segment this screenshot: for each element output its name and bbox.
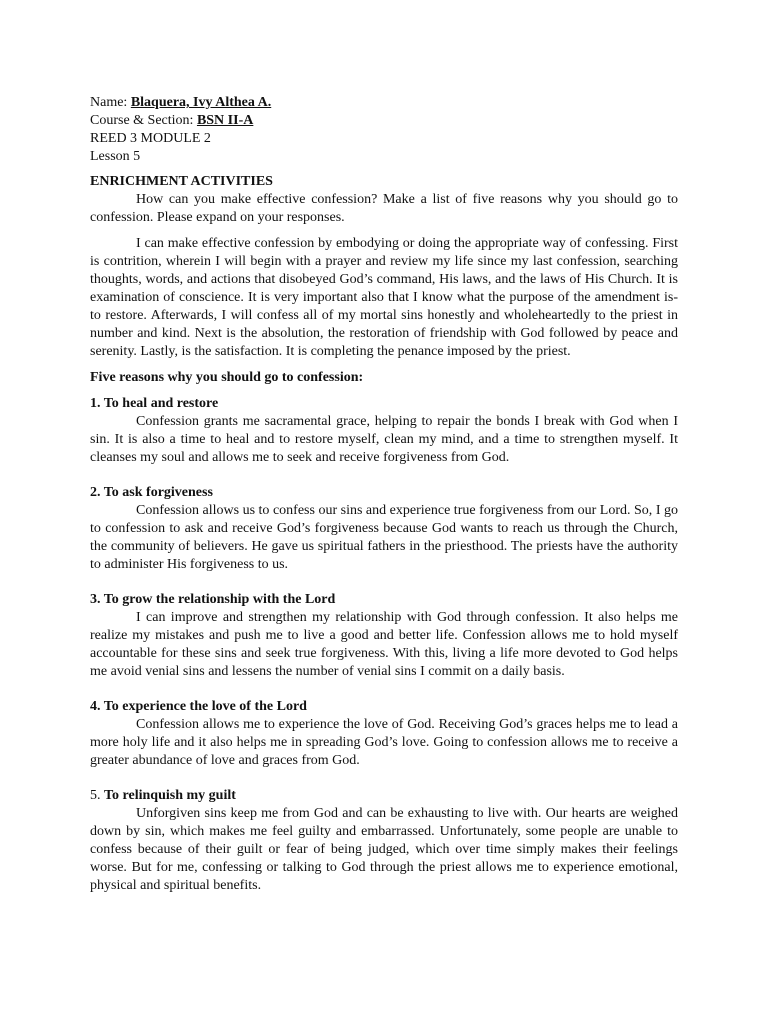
section-value: BSN II-A	[196, 113, 254, 128]
section-line	[90, 112, 678, 130]
reason-1-body: Confession grants me sacramental grace, helping to repair the bonds I break with God when I sin. It is also a time to heal and to restore myself, clean my mind, and a time to strengthen myself. It cleanses my soul and allows me to seek and receive forgiveness from God.	[90, 414, 678, 465]
name-value: Blaquera, Ivy Althea A.	[130, 95, 272, 110]
name-label: Name:	[90, 95, 131, 110]
reason-5-heading: To relinquish my guilt	[104, 788, 236, 803]
reason-4-body: Confession allows me to experience the love of God. Receiving God’s graces helps me to lead a more holy life and it also helps me in spreading God’s love. Going to confession allows me to receive a greater abundance of love and graces from God.	[90, 717, 678, 768]
module-line: REED 3 MODULE 2	[90, 131, 211, 146]
reasons-title: Five reasons why you should go to confession:	[90, 370, 364, 385]
reason-2-body: Confession allows us to confess our sins and experience true forgiveness from our Lord. So, I go to confession to ask and receive God’s forgiveness because God wants to reach us through the Church, the community of believers. He gave us spiritual fathers in the priesthood. The priests have the authority to administer His forgiveness to us.	[90, 503, 678, 572]
activity-title: ENRICHMENT ACTIVITIES	[90, 174, 273, 189]
name-line	[90, 94, 678, 112]
reason-2-heading: 2. To ask forgiveness	[90, 485, 213, 500]
reason-3-body: I can improve and strengthen my relationship with God through confession. It also helps me realize my mistakes and push me to live a good and better life. Confession allows me to hold myself accountable for these sins and seek true forgiveness. With this, living a life more devoted to God helps me avoid venial sins and lessens the number of venial sins I commit on a daily basis.	[90, 610, 678, 679]
reason-5-body: Unforgiven sins keep me from God and can be exhausting to live with. Our hearts are weighed down by sin, which makes me feel guilty and embarrassed. Unfortunately, some people are unable to confess because of their guilt or fear of being judged, which over time simply makes their feelings worse. But for me, confessing or talking to God through the priest allows me to experience emotional, physical and spiritual benefits.	[90, 806, 678, 893]
lesson-line: Lesson 5	[90, 149, 141, 164]
reason-4-heading: 4. To experience the love of the Lord	[90, 699, 307, 714]
activity-answer: I can make effective confession by embodying or doing the appropriate way of confessing. First is contrition, wherein I will begin with a prayer and review my life since my last confession, searching thoughts, words, and actions that disobeyed God’s command, His laws, and the laws of His Church. It is examination of conscience. It is very important also that I know what the purpose of the amendment is-to restore. Afterwards, I will confess all of my mortal sins honestly and wholeheartedly to the priest in number and kind. Next is the absolution, the restoration of friendship with God followed by peace and serenity. Lastly, is the satisfaction. It is completing the penance imposed by the priest.	[90, 236, 678, 359]
activity-question: How can you make effective confession? Make a list of five reasons why you should go to confession. Please expand on your responses.	[90, 192, 678, 225]
reason-5-number: 5.	[90, 788, 101, 803]
reason-5-heading-line	[90, 787, 678, 805]
reason-3-heading: 3. To grow the relationship with the Lord	[90, 592, 336, 607]
document-page	[90, 94, 678, 895]
reason-1-heading: 1. To heal and restore	[90, 396, 219, 411]
section-label: Course & Section:	[90, 113, 197, 128]
